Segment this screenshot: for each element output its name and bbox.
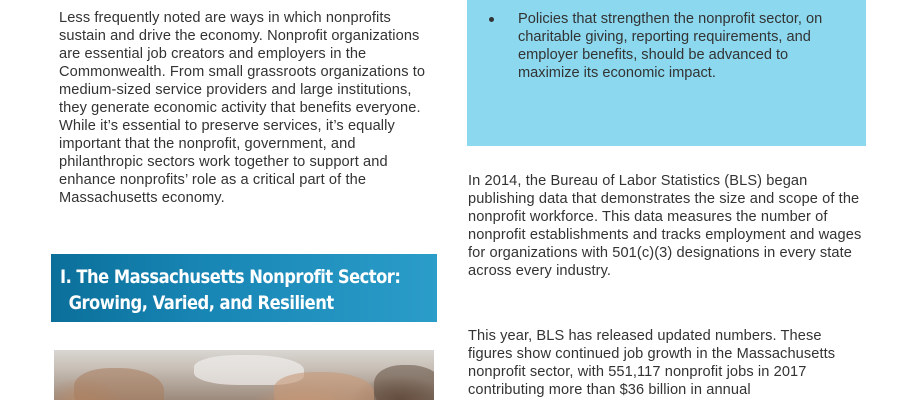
section-heading xyxy=(60,264,401,316)
section-heading-line2: Growing, Varied, and Resilient xyxy=(68,292,334,314)
callout-list-item xyxy=(489,10,826,82)
intro-paragraph: Less frequently noted are ways in which nonprofits sustain and drive the economy. Nonprofit organizations are essential job creators and employers in the Commonwealth. From small grassroots organizations to medium-sized service providers and large institutions, they generate economic activity that benefits everyone. While it’s essential to preserve services, it’s equally important that the nonprofit, government, and philanthropic sectors work together to support and enhance nonprofits’ role as a critical part of the Massachusetts economy. xyxy=(59,10,426,206)
callout-list xyxy=(489,10,826,82)
section-heading-banner xyxy=(51,254,437,322)
callout-bullet-text: Policies that strengthen the nonprofit sector, on charitable giving, reporting requirements, and employer benefits, should be advanced to maximize its economic impact. xyxy=(518,11,823,81)
bls-paragraph: In 2014, the Bureau of Labor Statistics (BLS) began publishing data that demonstrates the size and scope of the nonprofit workforce. This data measures the number of nonprofit establishments and tracks employment and wages for organizations with 501(c)(3) designations in every state across every industry. xyxy=(468,173,862,279)
bls-update-paragraph: This year, BLS has released updated numbers. These figures show continued job growth in the Massachusetts nonprofit sector, with 551,117 nonprofit jobs in 2017 contributing more than $36 billion in annual xyxy=(468,328,836,398)
section-heading-line1: I. The Massachusetts Nonprofit Sector: xyxy=(60,266,401,288)
bullet-icon xyxy=(489,17,494,22)
photo-hand-shape xyxy=(74,368,164,400)
photo-hand-shape xyxy=(274,372,374,400)
photo-hand-shape xyxy=(374,365,434,400)
hands-together-photo xyxy=(54,350,434,400)
policy-callout-box xyxy=(467,0,866,146)
